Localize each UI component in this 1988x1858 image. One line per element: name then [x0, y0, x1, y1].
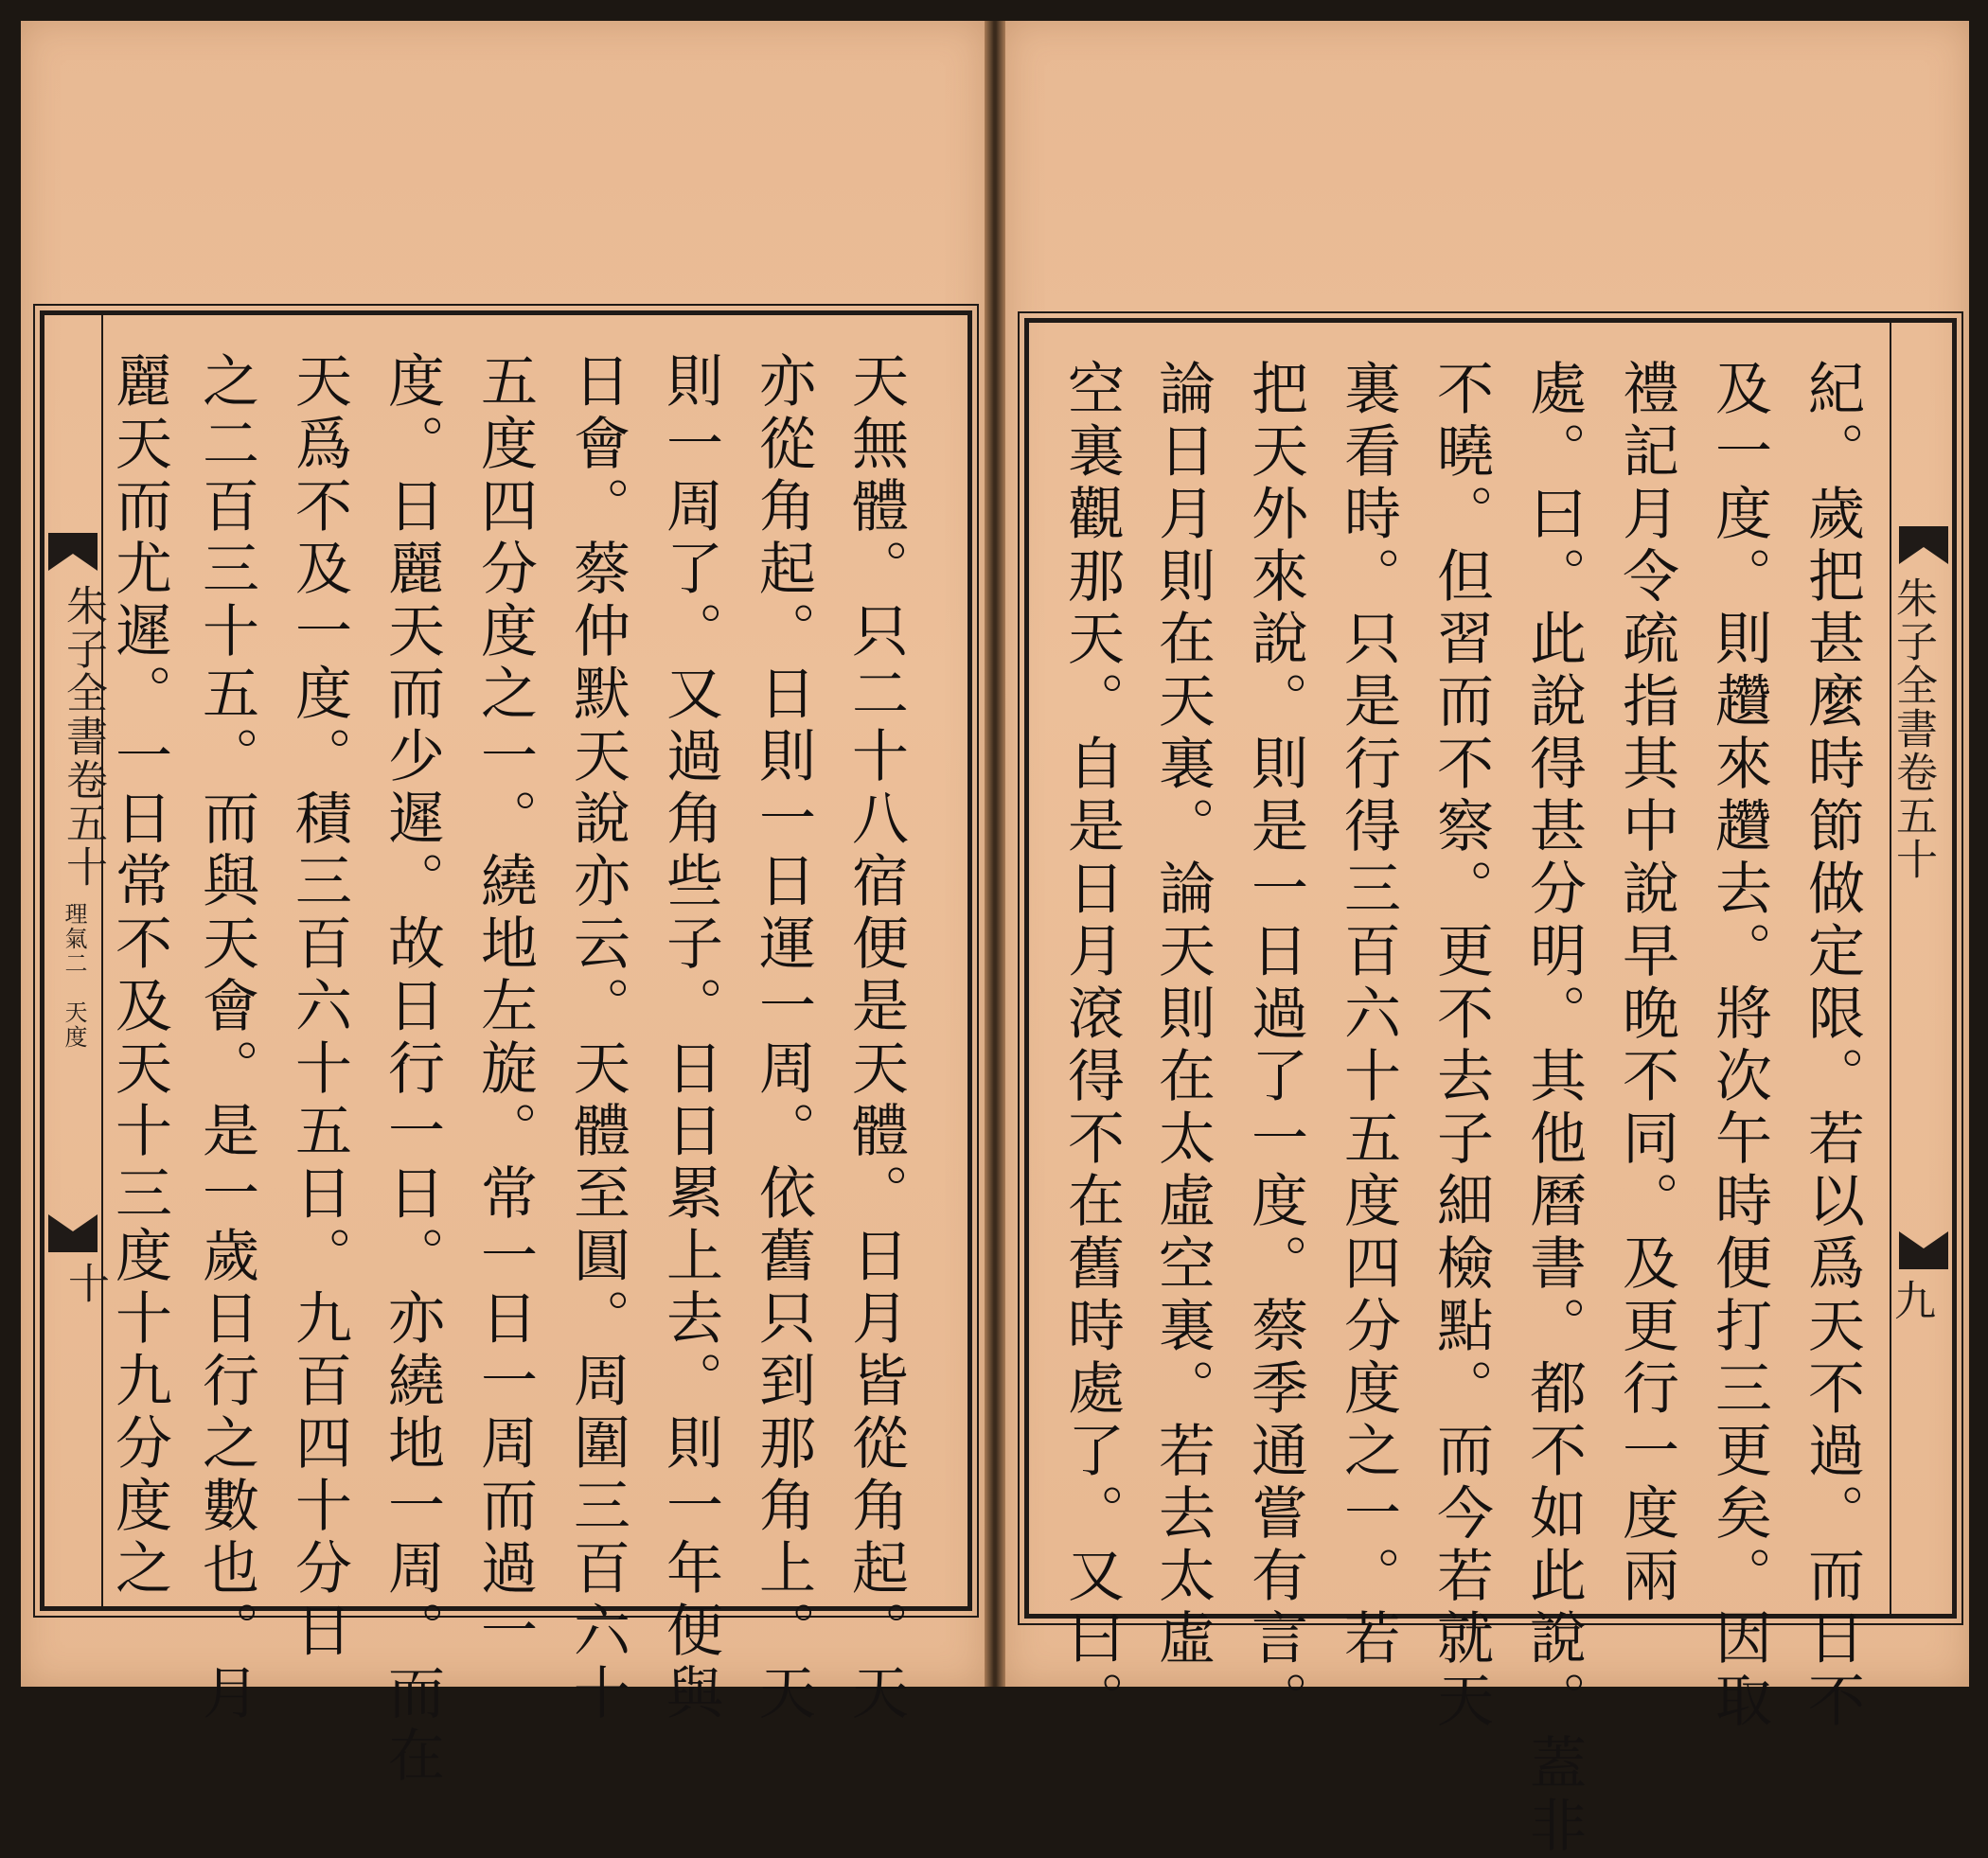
- fish-tail-mark-lower-icon: [1899, 1231, 1948, 1269]
- text-column-7: 把天外來說。則是一日過了一度。蔡季通嘗有言。: [1242, 359, 1308, 1733]
- text-column-2: 及一度。則趲來趲去。將次午時便打三更矣。因取: [1706, 359, 1772, 1733]
- text-column-1: 天無體。只二十八宿便是天體。日月皆從角起。天: [843, 351, 909, 1725]
- fish-tail-mark-icon: [48, 533, 98, 571]
- text-column-4: 處。曰。此說得甚分明。其他曆書。都不如此說。蓋非: [1520, 359, 1587, 1858]
- text-column-2: 亦從角起。日則一日運一周。依舊只到那角上。天: [750, 351, 816, 1725]
- text-column-5: 五度四分度之一。繞地左旋。常一日一周而過一: [471, 351, 538, 1663]
- text-column-8: 之二百三十五。而與天會。是一歲日行之數也。月: [193, 351, 259, 1725]
- text-column-6: 裏看時。只是行得三百六十五度四分度之一。若: [1335, 359, 1401, 1671]
- text-column-3: 則一周了。又過角些子。日日累上去。則一年便與: [657, 351, 723, 1725]
- text-column-9: 麗天而尤遲。一日常不及天十三度十九分度之: [106, 351, 172, 1601]
- gutter-page-number: 十: [61, 1262, 109, 1303]
- gutter-book-title: 朱子全書卷五十: [59, 584, 107, 889]
- left-page-gutter: [44, 315, 109, 1606]
- fish-tail-mark-lower-icon: [48, 1214, 98, 1252]
- text-column-7: 天爲不及一度。積三百六十五日。九百四十分日: [286, 351, 352, 1663]
- text-column-9: 空裏觀那天。自是日月滾得不在舊時處了。又曰。: [1058, 359, 1125, 1733]
- gutter-book-title: 朱子全書卷五十: [1889, 576, 1937, 881]
- text-column-5: 不曉。但習而不察。更不去子細檢點。而今若就天: [1428, 359, 1494, 1733]
- gutter-page-number: 九: [1887, 1279, 1935, 1320]
- text-column-6: 度。日麗天而少遲。故日行一日。亦繞地一周。而在: [379, 351, 445, 1788]
- text-column-1: 紀。歲把甚麼時節做定限。若以爲天不過。而日不: [1799, 359, 1865, 1733]
- gutter-section-label: 理氣二 天度: [61, 902, 87, 1050]
- left-page-frame: [40, 310, 972, 1788]
- book-spine: [985, 21, 1005, 1687]
- right-page-gutter: [1887, 323, 1952, 1614]
- fish-tail-mark-icon: [1899, 526, 1948, 564]
- right-page-frame: [1024, 318, 1957, 1858]
- text-column-8: 論日月則在天裏。論天則在太虛空裏。若去太虛: [1149, 359, 1216, 1671]
- text-column-3: 禮記月令疏指其中說早晚不同。及更行一度兩: [1613, 359, 1679, 1608]
- text-column-4: 日會。蔡仲默天說亦云。天體至圓。周圍三百六十: [564, 351, 630, 1725]
